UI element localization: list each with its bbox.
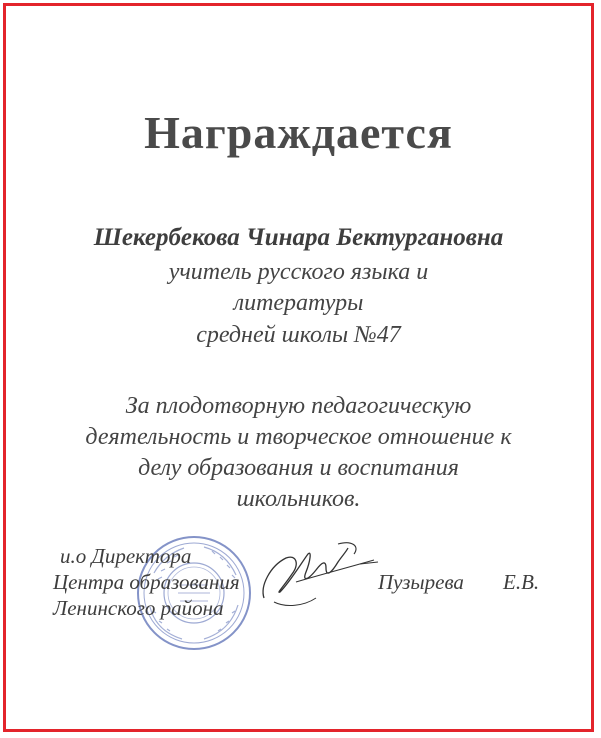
reason-line-4: школьников. [236, 486, 361, 512]
reason-line-3: делу образования и воспитания [138, 455, 459, 481]
signatory-role-line-1: и.о Директора [60, 544, 192, 568]
signatory-surname: Пузырева [378, 570, 464, 594]
recipient-name: Шекербекова Чинара Бектургановна [93, 224, 504, 251]
certificate-document [6, 6, 591, 729]
position-line-2: литературы [233, 290, 364, 316]
signatory-role-line-3: Ленинского района [53, 596, 224, 620]
position-line-1: учитель русского языка и [168, 259, 429, 285]
handwritten-signature-icon [256, 536, 386, 616]
signatory-role-line-2: Центра образования [53, 570, 240, 594]
signatory-initials: Е.В. [503, 570, 540, 594]
certificate-frame [3, 3, 594, 732]
reason-line-1: За плодотворную педагогическую [125, 393, 472, 419]
certificate-title: Награждается [144, 107, 453, 158]
reason-line-2: деятельность и творческое отношение к [85, 424, 512, 450]
position-line-3: средней школы №47 [196, 322, 401, 348]
